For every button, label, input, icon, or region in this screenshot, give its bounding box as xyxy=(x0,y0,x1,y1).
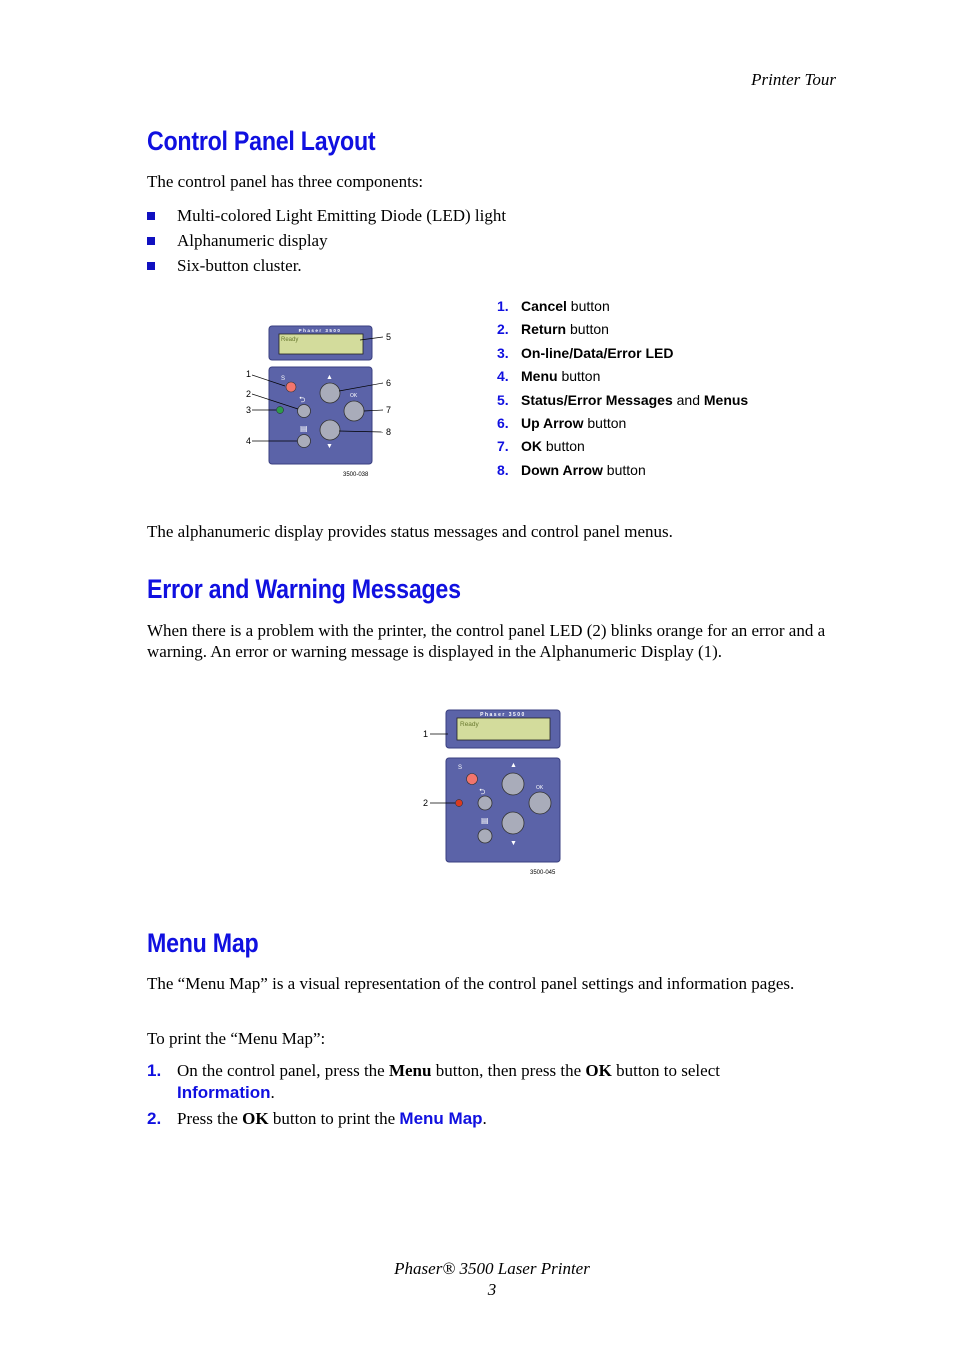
up-arrow-icon: ▲ xyxy=(326,374,333,381)
menu-map-body: The “Menu Map” is a visual representation of the control panel settings and information pages. xyxy=(147,974,795,993)
figure-id: 3500-038 xyxy=(343,472,369,478)
legend-item: 1. Cancel button xyxy=(497,298,610,314)
cancel-icon: S xyxy=(458,765,463,771)
cancel-button xyxy=(286,382,296,392)
menu-map-link[interactable]: Menu Map xyxy=(399,1109,483,1128)
menu-map-steps xyxy=(147,1060,827,1134)
lcd-text: Ready xyxy=(460,721,479,728)
down-arrow-icon: ▼ xyxy=(326,443,333,450)
cancel-icon: S xyxy=(281,376,286,382)
callout-4: 4 xyxy=(246,436,252,446)
legend-item: 6. Up Arrow button xyxy=(497,414,627,431)
return-button xyxy=(298,405,311,418)
intro-text: The control panel has three components: xyxy=(147,172,424,191)
ok-label: OK xyxy=(350,393,358,399)
callout-6: 6 xyxy=(386,378,392,388)
up-arrow-button xyxy=(502,773,524,795)
legend-item: 8. Down Arrow button xyxy=(497,461,646,478)
ok-button xyxy=(529,792,551,814)
section-title-menu-map: Menu Map xyxy=(147,928,259,958)
figure-legend xyxy=(497,296,748,483)
down-arrow-button xyxy=(320,420,340,440)
cancel-button xyxy=(467,774,478,785)
return-button xyxy=(478,796,492,810)
display-description: The alphanumeric display provides status messages and control panel menus. xyxy=(147,522,673,541)
error-led-diagram xyxy=(418,706,568,881)
ok-label: OK xyxy=(536,785,544,791)
page-number: 3 xyxy=(487,1280,497,1299)
bullet-square-icon xyxy=(147,212,155,220)
ok-button xyxy=(344,401,364,421)
menu-icon: ▤ xyxy=(300,424,308,433)
menu-button xyxy=(298,435,311,448)
section-title-error-warning: Error and Warning Messages xyxy=(147,574,461,604)
brand-label: Phaser 3500 xyxy=(480,712,526,718)
error-led xyxy=(456,800,463,807)
bullet-square-icon xyxy=(147,262,155,270)
callout-2: 2 xyxy=(423,798,429,808)
step-item: 2. Press the OK button to print the Menu Map. xyxy=(147,1109,487,1128)
legend-item: 5. Status/Error Messages and Menus xyxy=(497,391,749,408)
component-list xyxy=(147,203,506,278)
information-link[interactable]: Information xyxy=(177,1083,271,1102)
return-icon: ⮌ xyxy=(299,395,306,404)
down-arrow-button xyxy=(502,812,524,834)
section-title-control-panel-layout: Control Panel Layout xyxy=(147,126,376,156)
footer-product: Phaser® 3500 Laser Printer xyxy=(394,1259,590,1278)
step-item: 1. On the control panel, press the Menu button, then press the OK button to select Information. xyxy=(147,1061,725,1102)
running-header: Printer Tour xyxy=(751,70,836,89)
bullet-square-icon xyxy=(147,237,155,245)
figure-id: 3500-045 xyxy=(530,870,556,876)
page-footer xyxy=(0,1258,954,1300)
status-led xyxy=(277,407,284,414)
up-arrow-button xyxy=(320,383,340,403)
callout-8: 8 xyxy=(386,427,392,437)
list-item: Six-button cluster. xyxy=(147,253,506,278)
lcd-text: Ready xyxy=(281,337,299,343)
callout-7: 7 xyxy=(386,405,392,415)
error-body-text: When there is a problem with the printer, the control panel LED (2) blinks orange for an error and a warning. An error or warning message is displayed in the Alphanumeric Display (1). xyxy=(147,621,826,661)
legend-item: 7. OK button xyxy=(497,438,585,455)
callout-2: 2 xyxy=(246,389,252,399)
legend-item: 4. Menu button xyxy=(497,368,601,385)
legend-item: 2. Return button xyxy=(497,321,609,338)
callout-3: 3 xyxy=(246,405,252,415)
control-panel-diagram xyxy=(240,320,400,485)
callout-1: 1 xyxy=(246,369,252,379)
brand-label: Phaser 3500 xyxy=(298,328,342,333)
menu-button xyxy=(478,829,492,843)
menu-icon: ▤ xyxy=(481,816,489,825)
up-arrow-icon: ▲ xyxy=(510,762,517,769)
return-icon: ⮌ xyxy=(479,787,486,796)
callout-5: 5 xyxy=(386,332,392,342)
down-arrow-icon: ▼ xyxy=(510,840,517,847)
menu-map-lead: To print the “Menu Map”: xyxy=(147,1029,326,1048)
legend-item: 3. On-line/Data/Error LED xyxy=(497,344,674,361)
list-item: Alphanumeric display xyxy=(147,228,506,253)
list-item: Multi-colored Light Emitting Diode (LED) light xyxy=(147,203,506,228)
callout-1: 1 xyxy=(423,729,429,739)
